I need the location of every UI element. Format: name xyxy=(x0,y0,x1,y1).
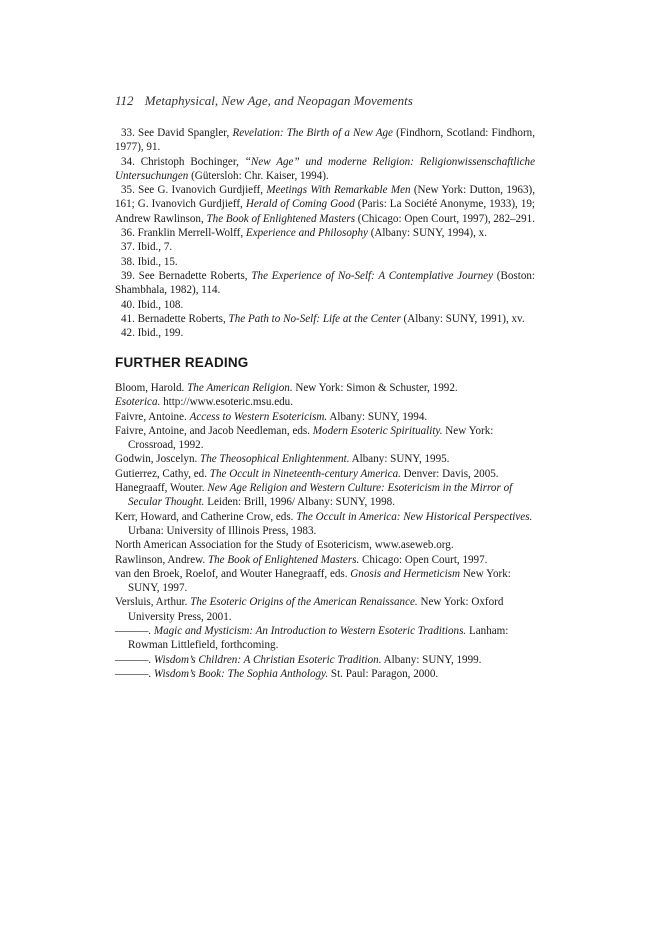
entry-title: New Age Religion and Western Culture: Esotericism in the Mirror of Secular Thought. xyxy=(128,482,513,509)
entry-text: Albany: SUNY, 1995. xyxy=(349,453,450,466)
endnote xyxy=(115,298,535,312)
entry-title: Modern Esoteric Spirituality. xyxy=(312,424,443,437)
entry-title: The Esoteric Origins of the American Renaissance. xyxy=(190,596,418,609)
entry-title: Meetings With Remarkable Men xyxy=(266,184,411,197)
entry-text: van den Broek, Roelof, and Wouter Hanegraaff, eds. xyxy=(115,567,351,580)
endnote xyxy=(115,312,535,326)
reading-entry xyxy=(115,481,535,510)
reading-entry xyxy=(115,595,535,624)
entry-text: (Albany: SUNY, 1991), xv. xyxy=(400,312,525,325)
running-title: Metaphysical, New Age, and Neopagan Movements xyxy=(144,93,413,108)
endnote xyxy=(115,269,535,298)
entry-text: Godwin, Joscelyn. xyxy=(115,453,201,466)
entry-text: Rawlinson, Andrew. xyxy=(115,553,208,566)
entry-text: 33. See David Spangler, xyxy=(121,127,233,139)
entry-text: 42. Ibid., 199. xyxy=(121,327,184,340)
reading-entry xyxy=(115,510,535,539)
reading-entry xyxy=(115,424,535,453)
entry-text: Chicago: Open Court, 1997. xyxy=(359,553,488,566)
entry-text: 37. Ibid., 7. xyxy=(121,241,173,254)
entry-text: New York: SUNY, 1997. xyxy=(128,567,511,595)
entry-text: Leiden: Brill, 1996/ Albany: SUNY, 1998. xyxy=(204,496,395,509)
entry-text: (New York: Dutton, 1963), 161; G. Ivanovich Gurdjieff, xyxy=(115,184,535,211)
entry-text: 35. See G. Ivanovich Gurdjieff, xyxy=(121,184,267,197)
entry-text: (Chicago: Open Court, 1997), 282–291. xyxy=(355,212,535,225)
entry-text: ———. xyxy=(115,667,154,680)
entry-text: Bloom, Harold. xyxy=(115,382,188,394)
entry-title: Wisdom’s Book: The Sophia Anthology. xyxy=(153,667,329,680)
entry-title: The American Religion. xyxy=(187,382,293,394)
entry-title: Experience and Philosophy xyxy=(245,227,368,240)
entry-text: North American Association for the Study of Esotericism, www.aseweb.org. xyxy=(115,539,454,552)
entry-title: The Occult in Nineteenth-century America. xyxy=(209,467,401,480)
entry-text: Versluis, Arthur. xyxy=(115,596,191,609)
entry-text: Kerr, Howard, and Catherine Crow, eds. xyxy=(115,510,297,523)
entry-text: Faivre, Antoine, and Jacob Needleman, eds. xyxy=(115,424,313,437)
entry-text: Faivre, Antoine. xyxy=(115,410,190,423)
entry-text: New York: Crossroad, 1992. xyxy=(128,424,494,452)
reading-entry xyxy=(115,467,535,481)
entry-text: http://www.esoteric.msu.edu. xyxy=(160,396,293,409)
entry-title: “New Age” und moderne Religion: Religionwissenschaftliche Untersuchungen xyxy=(115,155,535,182)
entry-text: 40. Ibid., 108. xyxy=(121,298,184,311)
reading-entry xyxy=(115,553,535,567)
endnote xyxy=(115,326,535,340)
endnote xyxy=(115,126,535,155)
entry-title: Wisdom’s Children: A Christian Esoteric Tradition. xyxy=(153,653,382,666)
reading-entry xyxy=(115,381,535,395)
entry-text: Hanegraaff, Wouter. xyxy=(115,482,208,495)
entry-text: 34. Christoph Bochinger, xyxy=(121,155,245,168)
entry-text: Lanham: Rowman Littlefield, forthcoming. xyxy=(128,625,509,652)
entry-title: Esoterica. xyxy=(115,396,161,409)
entry-text: 41. Bernadette Roberts, xyxy=(121,312,229,325)
entry-title: Revelation: The Birth of a New Age xyxy=(232,127,393,139)
entry-text: Urbana: University of Illinois Press, 1983. xyxy=(128,524,317,537)
entry-text: ———. xyxy=(115,625,154,638)
entry-title: The Theosophical Enlightenment. xyxy=(200,453,350,466)
entry-text: New York: Oxford University Press, 2001. xyxy=(128,596,504,623)
entry-text: New York: Simon & Schuster, 1992. xyxy=(292,382,458,394)
reading-entry xyxy=(115,624,535,653)
reading-entry xyxy=(115,653,535,667)
entry-text: (Albany: SUNY, 1994), x. xyxy=(367,227,487,240)
entry-text: Gutierrez, Cathy, ed. xyxy=(115,467,210,480)
entry-title: The Book of Enlightened Masters xyxy=(206,212,356,225)
entry-title: The Book of Enlightened Masters. xyxy=(207,553,360,566)
reading-entry xyxy=(115,567,535,596)
entry-text: 38. Ibid., 15. xyxy=(121,255,178,268)
entry-text: St. Paul: Paragon, 2000. xyxy=(328,667,439,680)
entry-text: (Findhorn, Scotland: Findhorn, 1977), 91. xyxy=(115,127,535,154)
endnote xyxy=(115,255,535,269)
further-reading-heading: FURTHER READING xyxy=(115,355,249,370)
entry-text: Albany: SUNY, 1999. xyxy=(381,653,482,666)
entry-title: Access to Western Esotericism. xyxy=(189,410,328,423)
entry-title: The Experience of No-Self: A Contemplative Journey xyxy=(251,269,493,282)
endnotes-list xyxy=(115,126,535,340)
endnote xyxy=(115,226,535,240)
entry-text: 36. Franklin Merrell-Wolff, xyxy=(121,227,246,240)
endnote xyxy=(115,240,535,254)
entry-title: The Path to No-Self: Life at the Center xyxy=(228,312,401,325)
entry-title: Herald of Coming Good xyxy=(245,198,355,211)
reading-entry xyxy=(115,410,535,424)
entry-text: (Boston: Shambhala, 1982), 114. xyxy=(115,269,535,297)
entry-text: (Gütersloh: Chr. Kaiser, 1994). xyxy=(188,169,329,182)
reading-entry xyxy=(115,538,535,552)
entry-text: Denver: Davis, 2005. xyxy=(400,467,499,480)
reading-entry xyxy=(115,395,535,409)
endnote xyxy=(115,183,535,226)
entry-title: The Occult in America: New Historical Perspectives. xyxy=(296,510,533,523)
reading-entry xyxy=(115,667,535,681)
entry-title: Gnosis and Hermeticism xyxy=(350,567,460,580)
endnote xyxy=(115,155,535,184)
reading-entry xyxy=(115,452,535,466)
entry-text: ———. xyxy=(115,653,154,666)
running-head xyxy=(115,93,413,109)
further-reading-list xyxy=(115,381,535,681)
entry-text: 39. See Bernadette Roberts, xyxy=(121,269,252,282)
page-number: 112 xyxy=(115,93,134,108)
entry-text: (Paris: La Société Anonyme, 1933), 19; Andrew Rawlinson, xyxy=(115,198,536,225)
entry-text: Albany: SUNY, 1994. xyxy=(327,410,428,423)
entry-title: Magic and Mysticism: An Introduction to Western Esoteric Traditions. xyxy=(153,625,467,638)
